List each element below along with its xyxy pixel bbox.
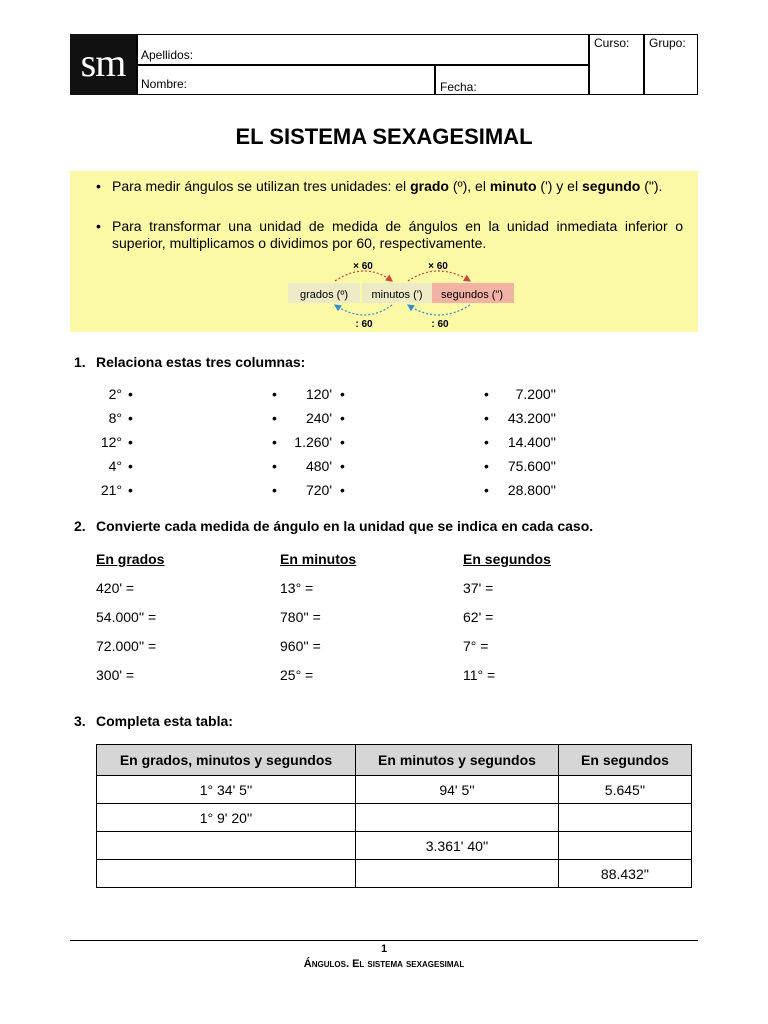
table-row [97,776,692,804]
q3-cell[interactable] [97,832,356,860]
q1-col1-value: 12° [100,434,122,450]
q2-item: 25° = [280,667,314,683]
q2-header-segundos: En segundos [463,551,551,567]
q1-col1-value: 4° [108,458,122,474]
q2-item: 11° = [463,667,496,683]
q2-item: 780'' = [280,609,321,625]
q1-col2-dot-right[interactable]: • [340,458,345,474]
q2-item: 7° = [463,638,489,654]
q1-col3-dot[interactable]: • [484,482,489,498]
q3-cell: 94' 5'' [356,776,559,804]
q1-col1-dot[interactable]: • [128,482,133,498]
divide-label-2: : 60 [431,319,449,330]
q2-number: 2. [74,518,86,534]
q1-col1-value: 8° [108,410,122,426]
page-number: 1 [380,943,388,955]
q2-item: 72.000'' = [96,638,157,654]
q3-cell: 5.645'' [559,776,692,804]
q2-item: 300' = [96,667,135,683]
divider [136,64,588,66]
q2-item: 13° = [280,580,314,596]
conversion-diagram [280,255,520,333]
q1-col3-value: 14.400'' [507,434,556,450]
q1-col2-dot-left[interactable]: • [272,386,277,402]
divide-arrow-2 [408,305,470,315]
q3-header-cell: En minutos y segundos [356,745,559,776]
q1-col3-dot[interactable]: • [484,410,489,426]
bullet-dot: • [96,218,101,234]
q2-item: 37' = [463,580,494,596]
q3-cell: 88.432'' [559,860,692,888]
divider [434,64,436,95]
q1-col3-value: 43.200'' [507,410,556,426]
footer-divider [70,940,698,941]
q2-item: 960'' = [280,638,321,654]
q3-number: 3. [74,713,86,729]
q3-cell[interactable] [559,832,692,860]
q3-cell[interactable] [97,860,356,888]
q2-header-grados: En grados [96,551,165,567]
fecha-field[interactable]: Fecha: [440,80,477,94]
multiply-arrow-1 [335,271,392,281]
nombre-field[interactable]: Nombre: [141,77,188,91]
q1-col2-dot-left[interactable]: • [272,434,277,450]
q3-cell: 1° 34' 5'' [97,776,356,804]
q2-item: 420' = [96,580,135,596]
q1-col2-value: 120' [305,386,332,402]
q1-col3-dot[interactable]: • [484,386,489,402]
multiply-label-1: × 60 [353,261,373,272]
divider [643,34,645,95]
q1-col2-dot-left[interactable]: • [272,482,277,498]
q1-col2-value: 1.260' [294,434,332,450]
sm-logo: sm [70,34,136,95]
q1-col1-dot[interactable]: • [128,386,133,402]
q1-col2-value: 240' [305,410,332,426]
q1-heading: Relaciona estas tres columnas: [96,354,306,370]
info-bullet-2: • Para transformar una unidad de medida de ángulos en la unidad inmediata inferior o superior, multiplicamos o dividimos por 60, respectivamente. [96,218,683,251]
table-row [97,860,692,888]
info-bullet-1: • Para medir ángulos se utilizan tres unidades: el grado (º), el minuto (') y el segundo ("). [96,178,663,194]
q1-col2-value: 480' [305,458,332,474]
table-row [97,832,692,860]
grados-label: grados (º) [299,289,349,301]
q1-col2-dot-left[interactable]: • [272,458,277,474]
q1-col3-dot[interactable]: • [484,458,489,474]
curso-field[interactable]: Curso: [594,36,630,50]
q3-cell: 3.361' 40'' [356,832,559,860]
q1-col2-dot-right[interactable]: • [340,410,345,426]
q1-col2-dot-right[interactable]: • [340,434,345,450]
multiply-arrow-2 [408,271,470,281]
q3-table [96,744,692,888]
q1-col1-value: 21° [100,482,122,498]
q2-header-minutos: En minutos [280,551,357,567]
table-row [97,804,692,832]
q1-col1-dot[interactable]: • [128,410,133,426]
q1-col3-value: 7.200'' [515,386,556,402]
q3-cell[interactable] [559,804,692,832]
grupo-field[interactable]: Grupo: [649,36,686,50]
q1-col3-dot[interactable]: • [484,434,489,450]
q3-header-cell: En grados, minutos y segundos [97,745,356,776]
q1-col2-value: 720' [305,482,332,498]
divider [588,34,590,95]
divide-arrow-1 [335,305,392,315]
q1-col1-dot[interactable]: • [128,458,133,474]
q2-item: 54.000'' = [96,609,157,625]
page-title: EL SISTEMA SEXAGESIMAL [235,124,533,149]
bullet-dot: • [96,178,101,194]
q3-cell: 1° 9' 20'' [97,804,356,832]
q3-header-cell: En segundos [559,745,692,776]
q1-col3-value: 75.600'' [507,458,556,474]
q3-heading: Completa esta tabla: [96,713,233,729]
q1-col3-value: 28.800'' [507,482,556,498]
q1-col2-dot-right[interactable]: • [340,482,345,498]
q1-col2-dot-left[interactable]: • [272,410,277,426]
q2-item: 62' = [463,609,494,625]
minutos-label: minutos (') [371,289,423,301]
q1-col2-dot-right[interactable]: • [340,386,345,402]
q1-col1-value: 2° [108,386,122,402]
q2-heading: Convierte cada medida de ángulo en la unidad que se indica en cada caso. [96,518,594,534]
footer-caption: Ángulos. El sistema sexagesimal [303,958,465,970]
q3-cell[interactable] [356,804,559,832]
q1-col1-dot[interactable]: • [128,434,133,450]
q1-number: 1. [74,354,86,370]
apellidos-field[interactable]: Apellidos: [141,48,194,62]
segundos-label: segundos (") [441,289,503,301]
divide-label-1: : 60 [355,319,373,330]
q3-cell[interactable] [356,860,559,888]
multiply-label-2: × 60 [428,261,448,272]
